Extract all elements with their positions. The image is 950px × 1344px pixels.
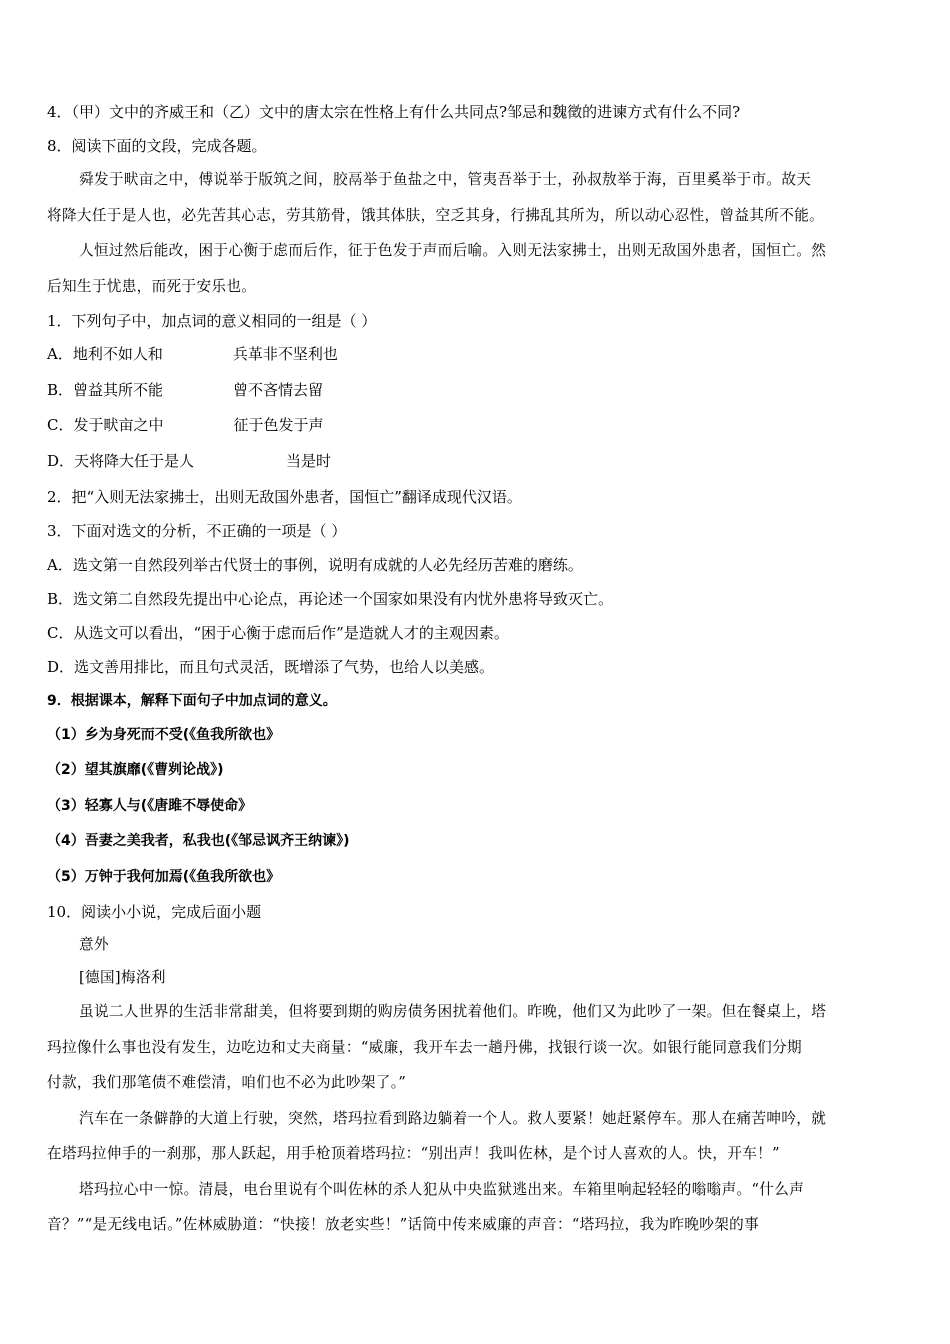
story-line: 虽说二人世界的生活非常甜美，但将要到期的购房债务困扰着他们。昨晚，他们又为此吵了一架。但在餐桌上，塔 (79, 1003, 827, 1020)
story-line: 汽车在一条僻静的大道上行驶，突然，塔玛拉看到路边躺着一个人。救人要紧！她赶紧停车。那人在痛苦呻吟，就 (79, 1110, 827, 1127)
story-line: 玛拉像什么事也没有发生，边吃边和丈夫商量：“威廉，我开车去一趟丹佛，找银行谈一次。如银行能同意我们分期 (47, 1039, 803, 1056)
passage-line: 后知生于忧患，而死于安乐也。 (47, 278, 257, 295)
story-line: 音？”“是无线电话。”佐林威胁道：“快接！放老实些！”话筒中传来威廉的声音：“塔玛拉，我为昨晚吵架的事 (47, 1216, 760, 1233)
sub-question-2: 2．把“入则无法家拂士，出则无敌国外患者，国恒亡”翻译成现代汉语。 (47, 488, 522, 506)
option-b: B．选文第二自然段先提出中心论点，再论述一个国家如果没有内忧外患将导致灭亡。 (47, 590, 614, 608)
option-d (47, 450, 917, 472)
option-left: 地利不如人和 (72, 345, 163, 363)
story-line: 塔玛拉心中一惊。清晨，电台里说有个叫佐林的杀人犯从中央监狱逃出来。车箱里响起轻轻的嗡嗡声。“什么声 (79, 1181, 805, 1198)
option-left: 天将降大任于是人 (74, 452, 195, 470)
sub-question-1: 1．下列句子中，加点词的意义相同的一组是（ ） (47, 312, 377, 330)
option-b (47, 379, 917, 401)
sub-question-3: 3．下面对选文的分析，不正确的一项是（ ） (47, 522, 347, 540)
question-10-heading: 10．阅读小小说，完成后面小题 (47, 903, 262, 921)
question-9-heading: 9．根据课本，解释下面句子中加点词的意义。 (47, 693, 337, 709)
option-label: D． (47, 452, 75, 470)
option-right: 兵革非不坚利也 (232, 345, 338, 363)
passage-line: 将降大任于是人也，必先苦其心志，劳其筋骨，饿其体肤，空乏其身，行拂乱其所为，所以动心忍性，曾益其所不能。 (47, 207, 825, 224)
option-right: 曾不吝情去留 (233, 381, 324, 399)
option-a (47, 343, 917, 365)
passage-line: 舜发于畎亩之中，傅说举于版筑之间，胶鬲举于鱼盐之中，管夷吾举于士，孙叔敖举于海，百里奚举于市。故天 (79, 171, 812, 188)
question-8-heading: 8．阅读下面的文段，完成各题。 (47, 137, 267, 155)
option-label: C． (47, 416, 74, 434)
option-right: 征于色发于声 (233, 416, 324, 434)
option-left: 曾益其所不能 (73, 381, 164, 399)
story-title: 意外 (79, 936, 109, 953)
option-right: 当是时 (286, 452, 332, 470)
option-a: A．选文第一自然段列举古代贤士的事例，说明有成就的人必先经历苦难的磨练。 (47, 556, 583, 574)
question-4: 4．（甲）文中的齐威王和（乙）文中的唐太宗在性格上有什么共同点?邹忌和魏徵的进谏方式有什么不同? (47, 103, 741, 121)
question-9-item: （4）吾妻之美我者，私我也(《邹忌讽齐王纳谏》) (47, 833, 350, 849)
option-c (47, 414, 917, 436)
story-line: 付款，我们那笔债不难偿清，咱们也不必为此吵架了。” (47, 1074, 407, 1091)
question-9-item: （5）万钟于我何加焉(《鱼我所欲也》 (47, 869, 281, 885)
story-author: [德国]梅洛利 (79, 969, 166, 986)
story-line: 在塔玛拉伸手的一刹那，那人跃起，用手枪顶着塔玛拉：“别出声！我叫佐林，是个讨人喜欢的人。快，开车！” (47, 1145, 780, 1162)
question-9-item: （1）乡为身死而不受(《鱼我所欲也》 (47, 727, 281, 743)
option-label: A． (47, 345, 73, 363)
question-9-item: （2）望其旗靡(《曹刿论战》) (47, 762, 224, 778)
option-label: B． (47, 381, 74, 399)
question-9-item: （3）轻寡人与(《唐雎不辱使命》 (47, 798, 253, 814)
option-left: 发于畎亩之中 (73, 416, 164, 434)
option-c: C．从选文可以看出，“困于心衡于虑而后作”是造就人才的主观因素。 (47, 624, 509, 642)
passage-line: 人恒过然后能改，困于心衡于虑而后作，征于色发于声而后喻。入则无法家拂士，出则无敌国外患者，国恒亡。然 (79, 242, 827, 259)
option-d: D．选文善用排比，而且句式灵活，既增添了气势，也给人以美感。 (47, 658, 495, 676)
